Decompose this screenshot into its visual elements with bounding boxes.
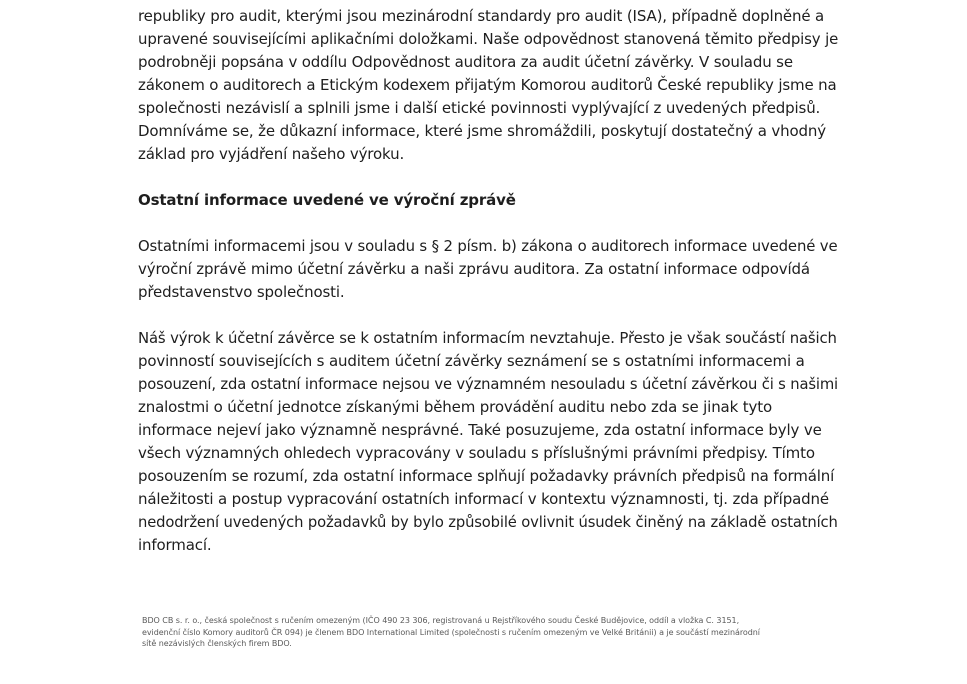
text-line: republiky pro audit, kterými jsou mezinárodní standardy pro audit (ISA), případně doplněné a	[138, 7, 825, 25]
text-line: základ pro vyjádření našeho výroku.	[138, 145, 405, 163]
section-heading: Ostatní informace uvedené ve výroční zprávě	[138, 191, 516, 209]
page-body	[138, 0, 838, 557]
text-line: zákonem o auditorech a Etickým kodexem přijatým Komorou auditorů České republiky jsme na	[138, 76, 837, 94]
text-line: informace nejeví jako významně nesprávné. Také posuzujeme, zda ostatní informace byly ve	[138, 421, 822, 439]
text-line: znalostmi o účetní jednotce získanými během provádění auditu nebo zda se jinak tyto	[138, 398, 772, 416]
text-line: posouzení, zda ostatní informace nejsou ve významném nesouladu s účetní závěrkou či s našimi	[138, 376, 838, 393]
paragraph-other-information-definition	[138, 235, 838, 304]
text-line: společnosti nezávislí a splnili jsme i další etické povinnosti vyplývající z uvedených předpisů.	[138, 99, 821, 117]
text-line: představenstvo společnosti.	[138, 283, 345, 301]
text-line: upravené souvisejícími aplikačními doložkami. Naše odpovědnost stanovená těmito předpisy je	[138, 30, 839, 48]
text-line: nedodržení uvedených požadavků by bylo způsobilé ovlivnit úsudek činěný na základě ostatních	[138, 514, 838, 531]
text-line: Náš výrok k účetní závěrce se k ostatním informacím nevztahuje. Přesto je však součástí našich	[138, 329, 837, 347]
text-line: povinností souvisejících s auditem účetní závěrky seznámení se s ostatními informacemi a	[138, 352, 805, 370]
footer-line: BDO CB s. r. o., česká společnost s ručením omezeným (IČO 490 23 306, registrovaná u Rejstříkového soudu České Budějovice, oddíl a vložka C. 3151,	[142, 616, 740, 625]
text-line: informací.	[138, 536, 212, 554]
text-line: všech významných ohledech vypracovány v souladu s příslušnými právními předpisy. Tímto	[138, 444, 815, 462]
paragraph-gap	[138, 212, 838, 235]
footer-line: sítě nezávislých členských firem BDO.	[142, 639, 292, 648]
paragraph-gap	[138, 166, 838, 189]
text-line: Ostatními informacemi jsou v souladu s § 2 písm. b) zákona o auditorech informace uvedené ve	[138, 237, 838, 255]
page-footer	[142, 615, 842, 650]
text-line: posouzením se rozumí, zda ostatní informace splňují požadavky právních předpisů na formální	[138, 467, 835, 485]
paragraph-auditor-independence	[138, 5, 838, 166]
text-line: Domníváme se, že důkazní informace, které jsme shromáždili, poskytují dostatečný a vhodný	[138, 122, 826, 140]
paragraph-gap	[138, 304, 838, 327]
text-line: výroční zprávě mimo účetní závěrku a naši zprávu auditora. Za ostatní informace odpovídá	[138, 260, 810, 278]
footer-line: evidenční číslo Komory auditorů ČR 094) je členem BDO International Limited (společnosti s ručením omezeným ve Velké Británii) a je součástí mezinárodní	[142, 627, 760, 637]
text-line: podrobněji popsána v oddílu Odpovědnost auditora za audit účetní závěrky. V souladu se	[138, 53, 793, 71]
paragraph-auditor-responsibility	[138, 327, 838, 557]
text-line: náležitosti a postup vypracování ostatních informací v kontextu významnosti, tj. zda případné	[138, 490, 829, 508]
